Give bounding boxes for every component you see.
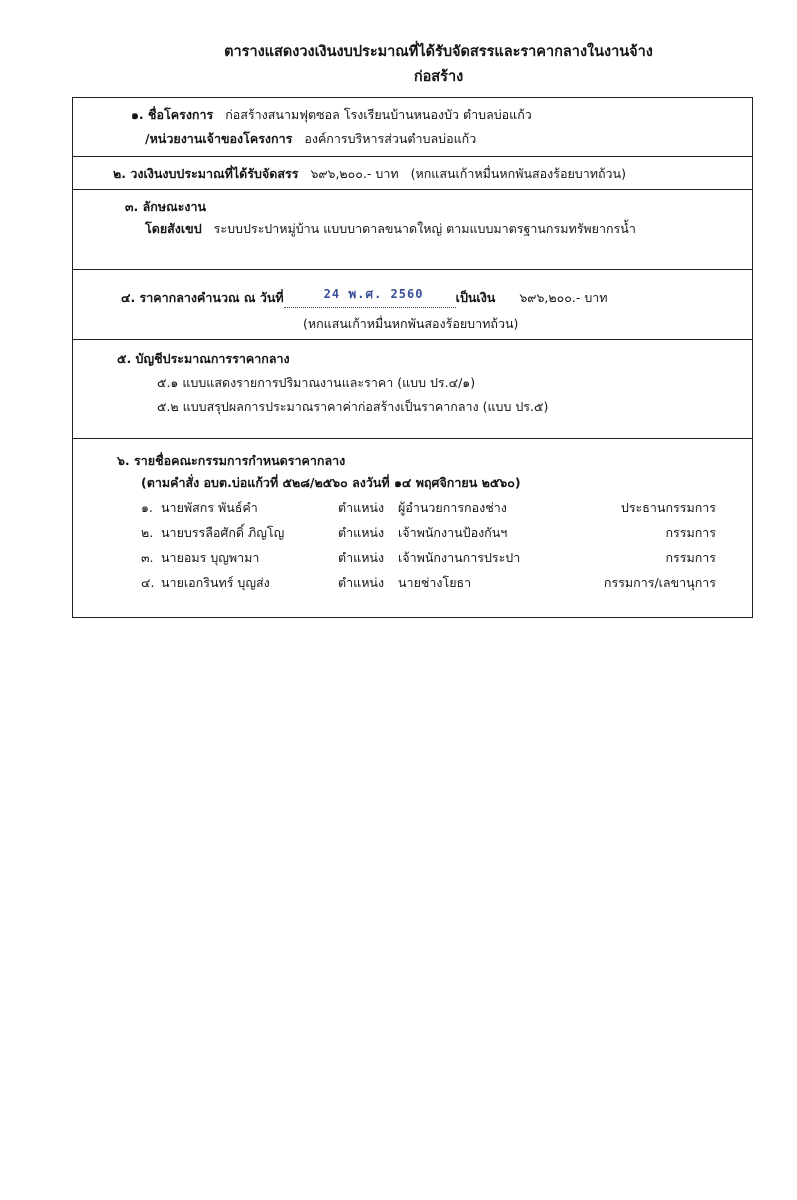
member-name: นายเอกรินทร์ บุญส่ง [161,575,270,590]
date-handwritten: 24 พ.ศ. 2560 [323,287,424,301]
title-line-2: ก่อสร้าง [413,69,464,85]
estimate-item: ๕.๒ แบบสรุปผลการประมาณราคาค่าก่อสร้างเป็นราคากลาง (แบบ ปร.๕) [157,399,549,414]
estimate-label: ๕. บัญชีประมาณการราคากลาง [117,351,290,366]
member-position-label: ตำแหน่ง [338,500,385,515]
member-role: กรรมการ [665,525,716,540]
budget-label: ๒. วงเงินงบประมาณที่ได้รับจัดสรร [113,166,299,181]
member-position-label: ตำแหน่ง [338,550,385,565]
member-name: นายพัสกร พันธ์คำ [161,500,258,515]
section-work-type [73,190,752,270]
estimate-item: ๕.๑ แบบแสดงรายการปริมาณงานและราคา (แบบ ปร.๔/๑) [157,375,476,390]
member-no: ๓. [141,550,154,565]
member-name: นายบรรลือศักดิ์ ภิญโญ [161,525,285,540]
summary-value: ระบบประปาหมู่บ้าน แบบบาดาลขนาดใหญ่ ตามแบบมาตรฐานกรมทรัพยากรน้ำ [213,221,636,236]
budget-amount: ๖๙๖,๒๐๐.- บาท [310,166,399,181]
median-price-label: ๔. ราคากลางคำนวณ ณ วันที่ [121,290,284,305]
member-role: ประธานกรรมการ [620,500,716,515]
summary-label: โดยสังเขป [145,221,202,236]
member-name: นายอมร บุญพามา [161,550,260,565]
member-position: นายช่างโยธา [398,575,472,590]
median-amount: ๖๙๖,๒๐๐.- บาท [519,290,608,305]
section-project [73,98,752,157]
project-name: ก่อสร้างสนามฟุตซอล โรงเรียนบ้านหนองบัว ตำบลบ่อแก้ว [225,107,532,122]
member-no: ๒. [141,525,154,540]
median-amount-text: (หกแสนเก้าหมื่นหกพันสองร้อยบาทถ้วน) [303,316,519,331]
member-position-label: ตำแหน่ง [338,575,385,590]
amount-label: เป็นเงิน [455,290,496,305]
member-position: เจ้าพนักงานป้องกันฯ [398,525,508,540]
committee-order: (ตามคำสั่ง อบต.บ่อแก้วที่ ๕๒๘/๒๕๖๐ ลงวันที่ ๑๔ พฤศจิกายน ๒๕๖๐) [141,475,521,490]
member-no: ๑. [141,500,153,515]
agency-name: องค์การบริหารส่วนตำบลบ่อแก้ว [304,131,477,146]
member-no: ๔. [141,575,155,590]
committee-label: ๖. รายชื่อคณะกรรมการกำหนดราคากลาง [117,453,346,468]
title-line-1: ตารางแสดงวงเงินงบประมาณที่ได้รับจัดสรรและราคากลางในงานจ้าง [224,44,653,60]
section-committee [73,439,752,617]
budget-amount-text: (หกแสนเก้าหมื่นหกพันสองร้อยบาทถ้วน) [410,166,626,181]
member-position-label: ตำแหน่ง [338,525,385,540]
member-position: เจ้าพนักงานการประปา [398,550,521,565]
member-role: กรรมการ [665,550,716,565]
section-budget [73,157,752,190]
page-title [0,40,797,90]
member-position: ผู้อำนวยการกองช่าง [398,500,507,515]
project-label: ๑. ชื่อโครงการ [131,107,214,122]
work-type-label: ๓. ลักษณะงาน [125,199,207,214]
section-median-price [73,270,752,340]
member-role: กรรมการ/เลขานุการ [603,575,716,590]
agency-label: /หน่วยงานเจ้าของโครงการ [145,131,293,146]
form-table [72,97,753,618]
section-estimate [73,340,752,439]
date-field [284,287,456,308]
